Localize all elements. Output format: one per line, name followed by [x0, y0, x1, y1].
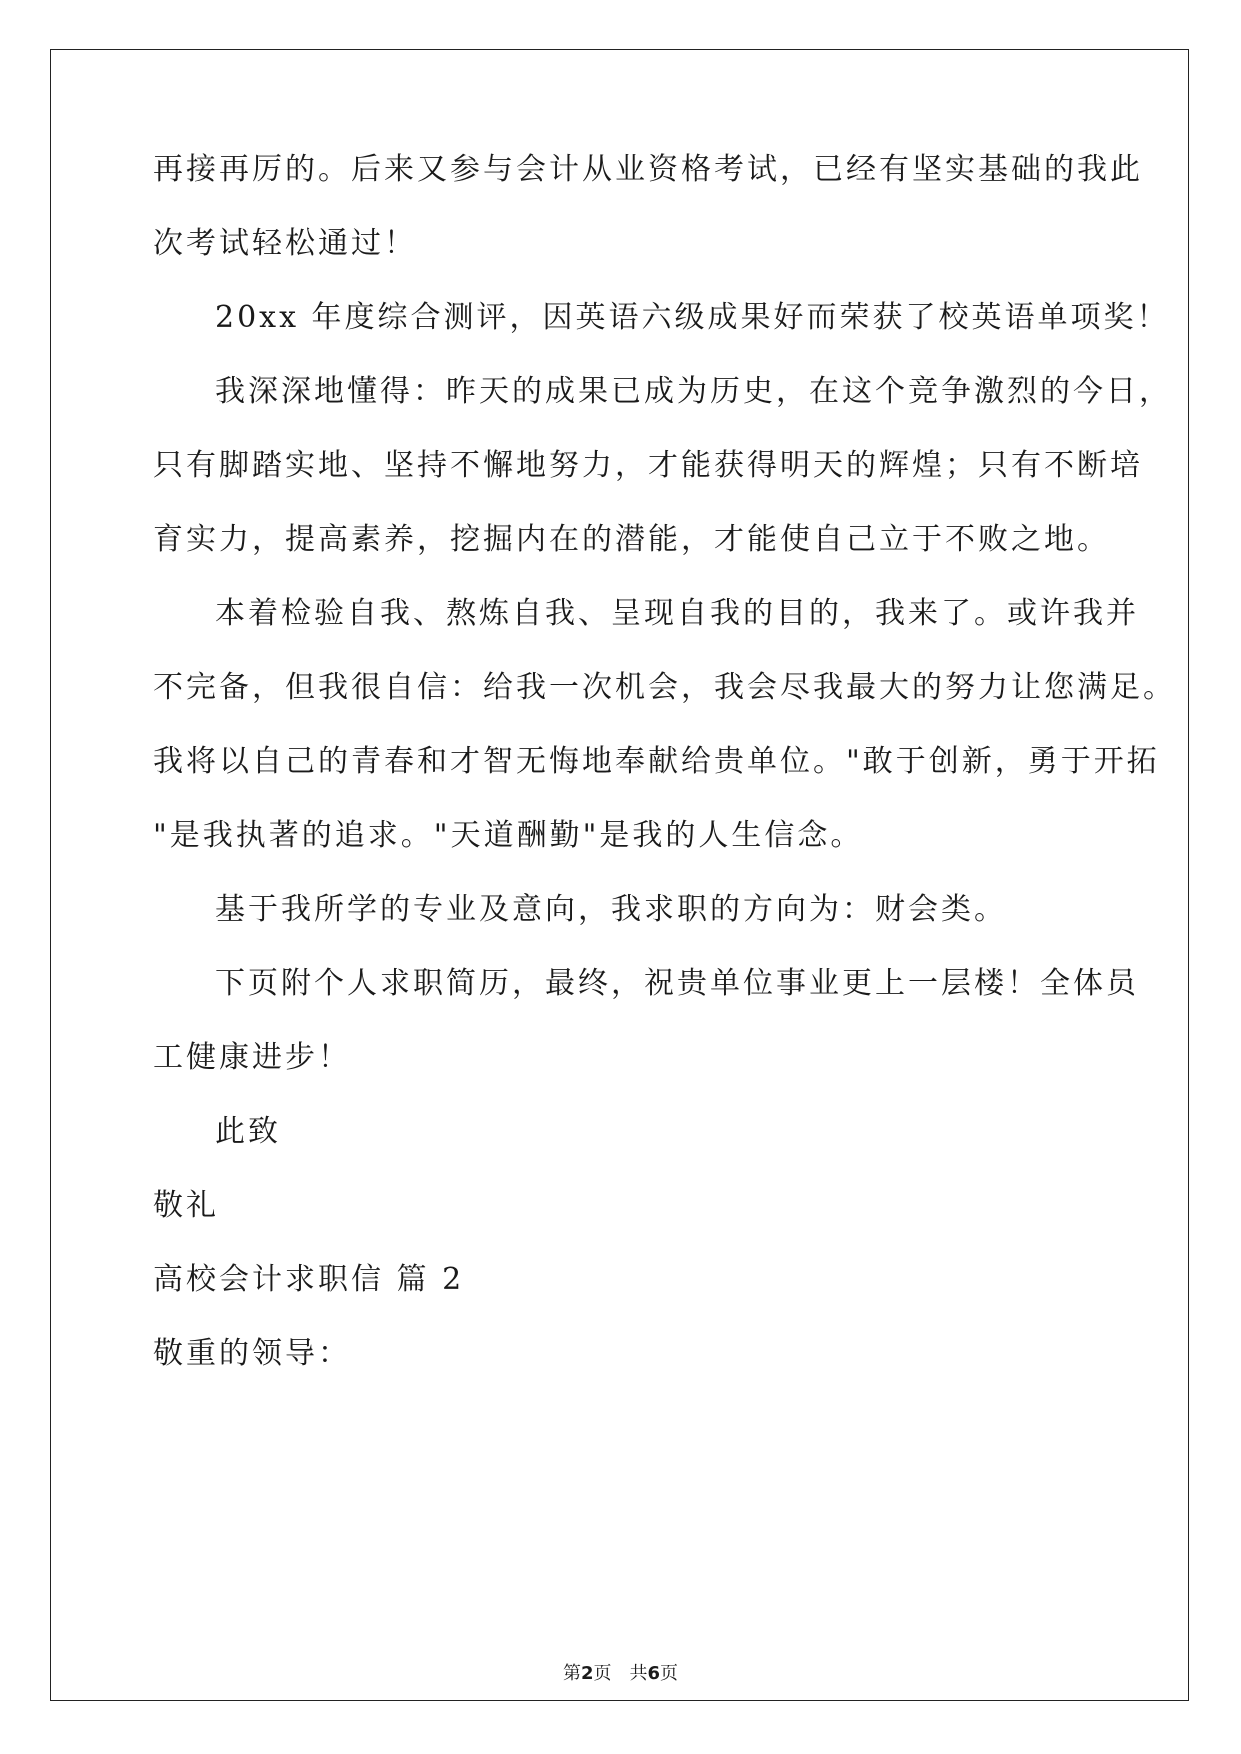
footer-prefix: 第: [562, 1663, 581, 1684]
page-footer: [0, 1662, 1241, 1686]
paragraph-line: 我深深地懂得：昨天的成果已成为历史，在这个竞争激烈的今日，: [215, 374, 1172, 409]
closing-regards: 敬礼: [153, 1188, 219, 1223]
footer-suffix: 页: [660, 1663, 679, 1684]
paragraph-line: 再接再厉的。后来又参与会计从业资格考试，已经有坚实基础的我此: [153, 152, 1143, 187]
paragraph-line: 工健康进步！: [153, 1040, 351, 1075]
paragraph-line: 本着检验自我、熬炼自我、呈现自我的目的，我来了。或许我并: [215, 596, 1139, 631]
footer-mid: 页 共: [593, 1663, 648, 1684]
paragraph-line: 次考试轻松通过！: [153, 226, 417, 261]
closing-salutation: 此致: [215, 1114, 281, 1149]
paragraph-line: 育实力，提高素养，挖掘内在的潜能，才能使自己立于不败之地。: [153, 522, 1110, 557]
section-title: 高校会计求职信 篇 2: [153, 1262, 465, 1297]
paragraph-line: 只有脚踏实地、坚持不懈地努力，才能获得明天的辉煌；只有不断培: [153, 448, 1143, 483]
paragraph-line: 我将以自己的青春和才智无悔地奉献给贵单位。"敢于创新，勇于开拓: [153, 744, 1160, 779]
paragraph-line: 下页附个人求职简历，最终，祝贵单位事业更上一层楼！全体员: [215, 966, 1139, 1001]
paragraph-line: 不完备，但我很自信：给我一次机会，我会尽我最大的努力让您满足。: [153, 670, 1176, 705]
greeting: 敬重的领导：: [153, 1336, 351, 1371]
current-page-number: 2: [580, 1663, 594, 1684]
paragraph-line: 基于我所学的专业及意向，我求职的方向为：财会类。: [215, 892, 1007, 927]
page-border: [50, 49, 1189, 1701]
paragraph-line: "是我执著的追求。"天道酬勤"是我的人生信念。: [153, 818, 864, 853]
total-page-count: 6: [647, 1663, 661, 1684]
paragraph-line: 20xx 年度综合测评，因英语六级成果好而荣获了校英语单项奖！: [215, 300, 1170, 335]
